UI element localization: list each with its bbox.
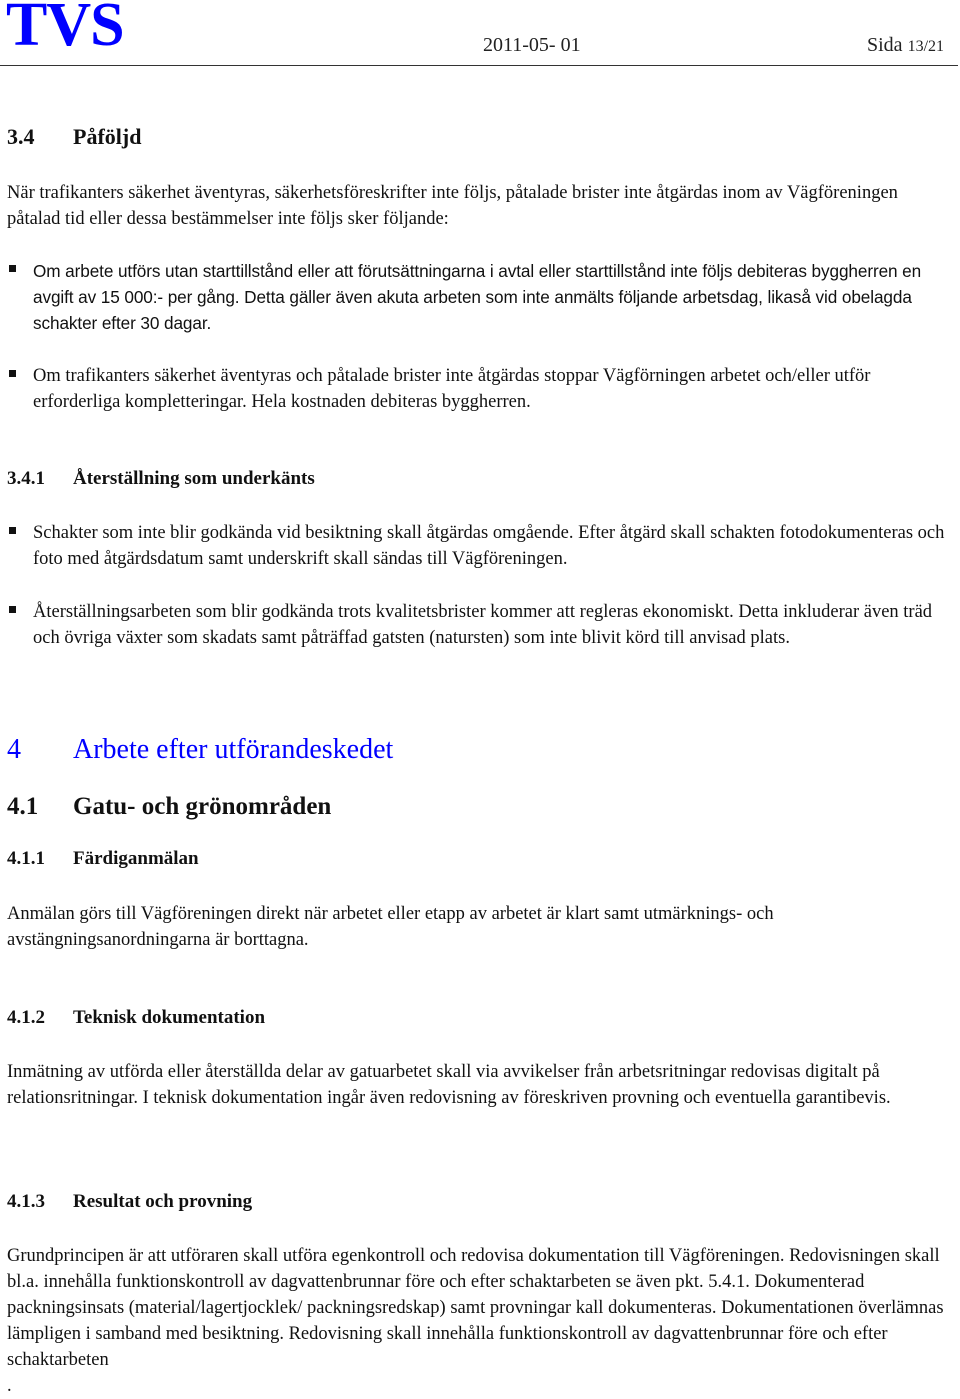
- bullet-square-icon: [9, 265, 16, 272]
- section-4-1-1-title: Färdiganmälan: [73, 848, 199, 869]
- header-page-indicator: [867, 34, 944, 57]
- header-date: 2011-05- 01: [483, 34, 581, 56]
- section-4-1-1-text: Anmälan görs till Vägföreningen direkt när arbetet eller etapp av arbetet är klart samt utmärknings- och avstängningsanordningarna är borttagna.: [7, 904, 774, 950]
- section-4-1-3-number: 4.1.3: [7, 1191, 45, 1212]
- section-4-1-3-text: Grundprincipen är att utföraren skall utföra egenkontroll och redovisa dokumentation till Vägföreningen. Redovisningen skall bl.a. innehålla funktionskontroll av dagvattenbrunnar före och efter schaktarbeten se även pkt. 5.4.1. Dokumenterad packningsinsats (material/lagertjocklek/ packningsredskap) samt provningar kall dokumenteras. Dokumentationen överlämnas lämpligen i samband med besiktning. Redovisning skall innehålla funktionskontroll av dagvattenbrunnar före och efter schaktarbeten: [7, 1246, 944, 1370]
- bullet-square-icon: [9, 606, 16, 613]
- section-3-4-1-number: 3.4.1: [7, 468, 45, 489]
- page-label: Sida: [867, 34, 908, 56]
- section-3-4-intro: När trafikanters säkerhet äventyras, säkerhetsföreskrifter inte följs, påtalade brister inte åtgärdas inom av Vägföreningen påtalad tid eller dessa bestämmelser inte följs sker följande:: [7, 183, 898, 229]
- section-4-1-title: Gatu- och grönområden: [73, 793, 332, 820]
- section-4-1-2-text: Inmätning av utförda eller återställda delar av gatuarbetet skall via avvikelser från arbetsritningar redovisas digitalt på relationsritningar. I teknisk dokumentation ingår även redovisning av föreskriven provning och eventuella garantibevis.: [7, 1062, 891, 1108]
- chapter-4-title: Arbete efter utförandeskedet: [73, 734, 394, 765]
- section-3-4-title: Påföljd: [73, 124, 142, 149]
- section-3-4-number: 3.4: [7, 124, 35, 149]
- tvs-logo: TVS: [6, 0, 124, 59]
- section-4-1-1-number: 4.1.1: [7, 848, 45, 869]
- bullet-square-icon: [9, 370, 16, 377]
- section-3-4-bullet-1: Om arbete utförs utan starttillstånd eller att förutsättningarna i avtal eller starttillstånd inte följs debiteras byggherren en avgift av 15 000:- per gång. Detta gäller även akuta arbeten som inte anmälts följande arbetsdag, likaså vid obelagda schakter efter 30 dagar.: [33, 261, 922, 333]
- section-4-1-3-title: Resultat och provning: [73, 1191, 253, 1212]
- chapter-4-number: 4: [7, 734, 21, 765]
- section-4-1-number: 4.1: [7, 793, 39, 820]
- trailing-period: .: [7, 1376, 12, 1396]
- section-3-4-bullet-2: Om trafikanters säkerhet äventyras och påtalade brister inte åtgärdas stoppar Vägförningen arbetet och/eller utför erforderliga kompletteringar. Hela kostnaden debiteras byggherren.: [33, 366, 871, 412]
- section-3-4-1-bullet-2: Återställningsarbeten som blir godkända trots kvalitetsbrister kommer att regleras ekonomiskt. Detta inkluderar även träd och övriga växter som skadats samt påträffad gatsten (natursten) som inte blivit körd till anvisad plats.: [33, 602, 933, 648]
- page-number: 13/21: [907, 38, 945, 55]
- section-4-1-2-title: Teknisk dokumentation: [73, 1007, 266, 1028]
- header-divider: [0, 65, 958, 66]
- section-3-4-1-title: Återställning som underkänts: [73, 468, 315, 489]
- section-3-4-1-bullet-1: Schakter som inte blir godkända vid besiktning skall åtgärdas omgående. Efter åtgärd skall schakten fotodokumenteras och foto med åtgärdsdatum samt underskrift skall sändas till Vägföreningen.: [33, 523, 945, 569]
- bullet-square-icon: [9, 527, 16, 534]
- section-4-1-2-number: 4.1.2: [7, 1007, 45, 1028]
